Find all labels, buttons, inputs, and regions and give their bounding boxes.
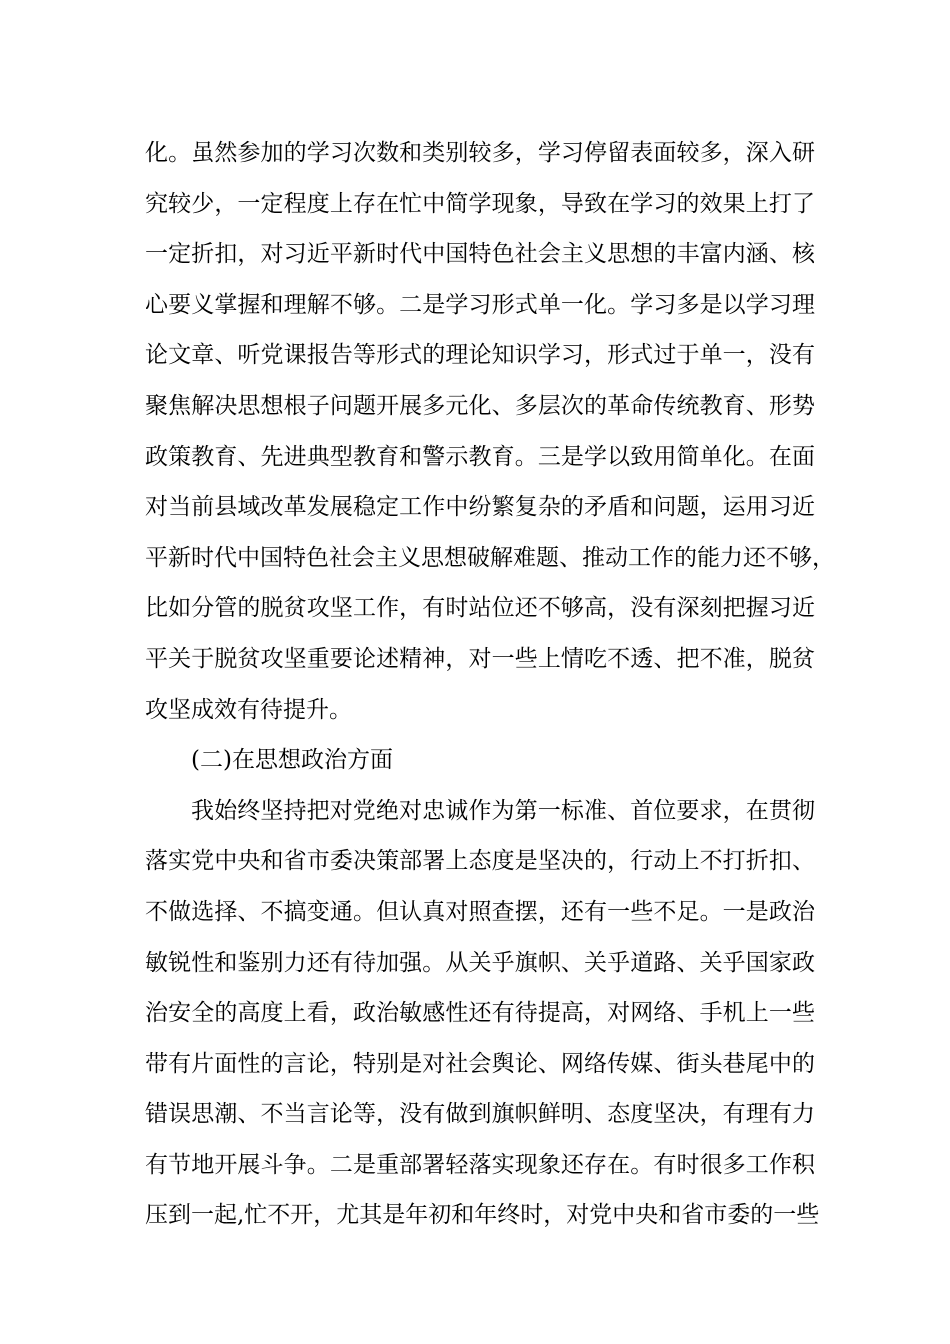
text-line: 不做选择、不搞变通。但认真对照查摆，还有一些不足。一是政治 bbox=[145, 898, 815, 925]
paragraph-first-line: 我始终坚持把对党绝对忠诚作为第一标准、首位要求，在贯彻 bbox=[191, 797, 815, 824]
body-text bbox=[145, 128, 835, 1241]
text-line: 比如分管的脱贫攻坚工作，有时站位还不够高，没有深刻把握习近 bbox=[145, 595, 815, 622]
text-line: 错误思潮、不当言论等，没有做到旗帜鲜明、态度坚决，有理有力 bbox=[145, 1101, 815, 1128]
text-line: 敏锐性和鉴别力还有待加强。从关乎旗帜、关乎道路、关乎国家政 bbox=[145, 949, 815, 976]
text-line: 平关于脱贫攻坚重要论述精神，对一些上情吃不透、把不准，脱贫 bbox=[145, 645, 815, 672]
text-line: 治安全的高度上看，政治敏感性还有待提高，对网络、手机上一些 bbox=[145, 1000, 815, 1027]
text-line: 化。虽然参加的学习次数和类别较多，学习停留表面较多，深入研 bbox=[145, 140, 815, 166]
text-line: 心要义掌握和理解不够。二是学习形式单一化。学习多是以学习理 bbox=[145, 291, 815, 318]
text-line: 带有片面性的言论，特别是对社会舆论、网络传媒、街头巷尾中的 bbox=[145, 1050, 815, 1077]
text-line: 聚焦解决思想根子问题开展多元化、多层次的革命传统教育、形势 bbox=[145, 392, 815, 419]
text-line: 一定折扣，对习近平新时代中国特色社会主义思想的丰富内涵、核 bbox=[145, 241, 815, 268]
text-line: 攻坚成效有待提升。 bbox=[145, 696, 352, 723]
text-line: 究较少，一定程度上存在忙中简学现象，导致在学习的效果上打了 bbox=[145, 190, 815, 217]
section-heading: (二)在思想政治方面 bbox=[191, 747, 393, 774]
text-line: 论文章、听党课报告等形式的理论知识学习，形式过于单一，没有 bbox=[145, 342, 815, 369]
text-line: 压到一起,忙不开，尤其是年初和年终时，对党中央和省市委的一些 bbox=[145, 1202, 820, 1229]
text-line: 有节地开展斗争。二是重部署轻落实现象还存在。有时很多工作积 bbox=[145, 1151, 815, 1178]
text-line: 平新时代中国特色社会主义思想破解难题、推动工作的能力还不够， bbox=[145, 544, 835, 571]
text-line: 对当前县域改革发展稳定工作中纷繁复杂的矛盾和问题，运用习近 bbox=[145, 494, 815, 521]
text-line: 政策教育、先进典型教育和警示教育。三是学以致用简单化。在面 bbox=[145, 443, 815, 470]
text-line: 落实党中央和省市委决策部署上态度是坚决的，行动上不打折扣、 bbox=[145, 848, 815, 875]
